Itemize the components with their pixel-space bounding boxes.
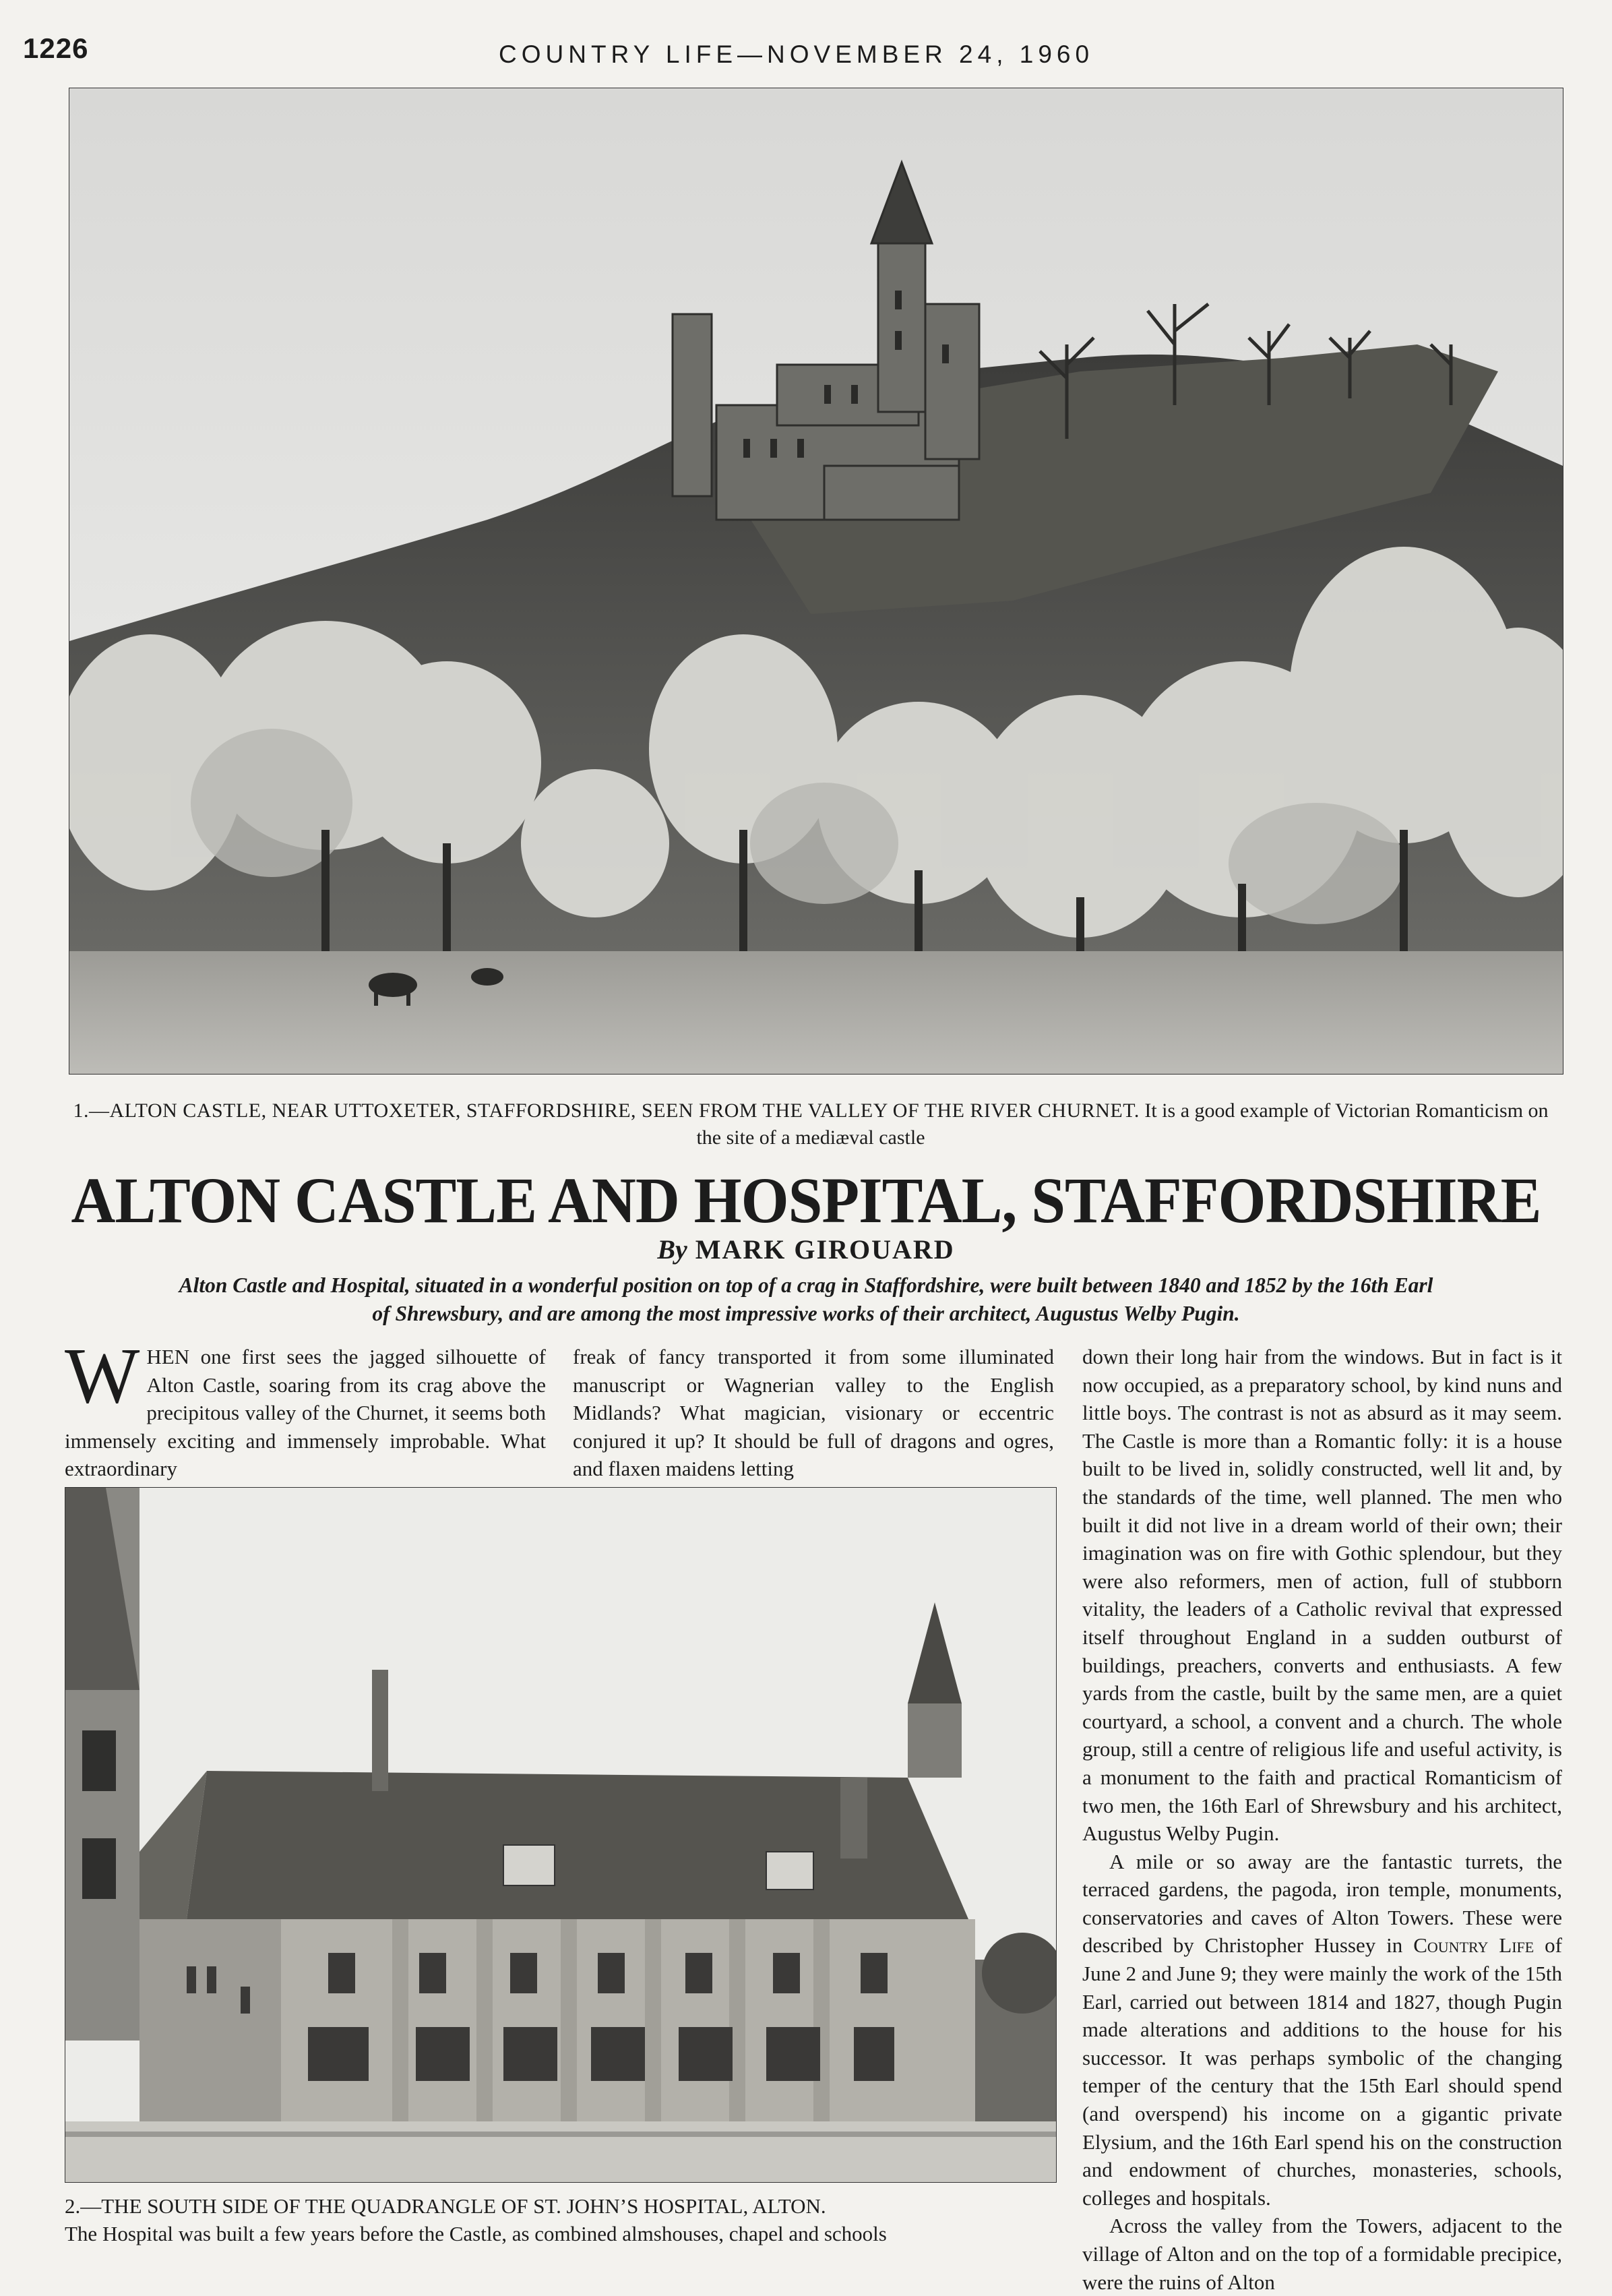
article-headline: ALTON CASTLE AND HOSPITAL, STAFFORDSHIRE xyxy=(71,1164,1541,1236)
body-column-1 xyxy=(65,1331,546,1483)
caption-figure-1-rest: It is a good example of Victorian Romanticism on the site of a mediæval castle xyxy=(696,1099,1549,1149)
magazine-name: Country Life xyxy=(1413,1933,1534,1958)
paragraph-text: A mile or so away are the fantastic turrets, the terraced gardens, the pagoda, iron temple, monuments, conservatories and caves of Alton Towers. These were described by Christopher Hussey in xyxy=(1082,1849,1562,1958)
paragraph: down their long hair from the windows. But in fact is it now occupied, as a preparatory school, by kind nuns and little boys. The contrast is not as absurd as it may seem. The Castle is more than a Romantic folly: it is a house built to be lived in, solidly constructed, well lit and, by the standards of the time, well planned. The men who built it did not live in a dream world of their own; their imagination was on fire with Gothic splendour, but they were also reformers, men of action, full of stubborn vitality, the leaders of a Catholic revival that expressed itself throughout England in a sudden outburst of buildings, preachers, converts and enthusiasts. A few yards from the castle, built by the same men, are a quiet courtyard, a school, a convent and a church. The whole group, still a centre of religious life and useful activity, is a monument to the faith and practical Romanticism of two men, the 16th Earl of Shrewsbury and his architect, Augustus Welby Pugin. xyxy=(1082,1345,1562,1846)
caption-figure-1 xyxy=(66,1097,1555,1151)
photo-st-johns-hospital xyxy=(65,1487,1057,2183)
byline-author: MARK GIROUARD xyxy=(695,1234,955,1265)
caption-figure-2 xyxy=(65,2192,1055,2247)
standfirst: Alton Castle and Hospital, situated in a wonderful position on top of a crag in Staffordshire, were built between 1840 and 1852 by the 16th Earl of Shrewsbury, and are among the most impressive works of their architect, Augustus Welby Pugin. xyxy=(179,1273,1433,1325)
drop-cap: W xyxy=(65,1331,140,1420)
byline xyxy=(0,1234,1612,1265)
caption-figure-2-lead: 2.—THE SOUTH SIDE OF THE QUADRANGLE OF ST. JOHN’S HOSPITAL, ALTON. xyxy=(65,2194,826,2218)
page-number: 1226 xyxy=(23,32,89,64)
caption-figure-1-lead: 1.—ALTON CASTLE, NEAR UTTOXETER, STAFFORDSHIRE, SEEN FROM THE VALLEY OF THE RIVER CHURNET. xyxy=(73,1099,1140,1122)
body-text: HEN one first sees the jagged silhouette of Alton Castle, soaring from its crag above the precipitous valley of the Churnet, it seems both immensely exciting and immensely improbable. What extraordinary xyxy=(65,1345,546,1481)
paragraph: Across the valley from the Towers, adjacent to the village of Alton and on the top of a formidable precipice, were the ruins of Alton xyxy=(1082,2214,1562,2294)
running-head: COUNTRY LIFE—NOVEMBER 24, 1960 xyxy=(499,40,1094,68)
paragraph xyxy=(1082,1848,1562,2212)
byline-prefix: By xyxy=(657,1234,687,1265)
caption-figure-2-rest: The Hospital was built a few years before the Castle, as combined almshouses, chapel and schools xyxy=(65,2222,887,2245)
photo-alton-castle xyxy=(69,88,1563,1075)
body-column-3 xyxy=(1082,1343,1562,2296)
body-column-2: freak of fancy transported it from some illuminated manuscript or Wagnerian valley to the English Midlands? What magician, visionary or eccentric conjured it up? It should be full of dragons and ogres, and flaxen maidens letting xyxy=(573,1345,1054,1481)
paragraph-text: of June 2 and June 9; they were mainly the work of the 15th Earl, carried out between 1814 and 1827, though Pugin made alterations and additions to the house for his successor. It was perhaps symbolic of the changing temper of the century that the 15th Earl should spend (and overspend) his income on a gigantic private Elysium, and the 16th Earl spend his on the construction and endowment of churches, monasteries, schools, colleges and hospitals. xyxy=(1082,1933,1562,2210)
